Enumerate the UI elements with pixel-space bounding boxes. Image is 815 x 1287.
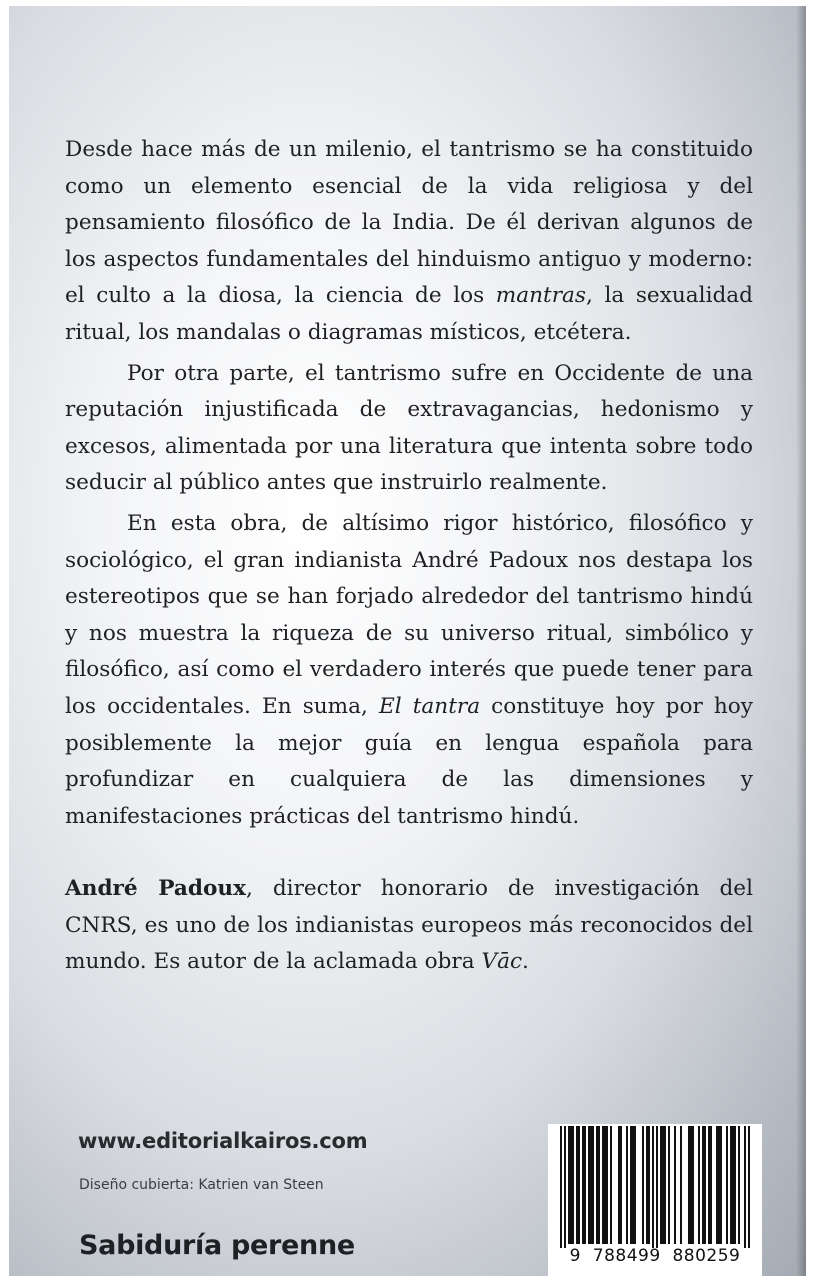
barcode-bar — [674, 1126, 676, 1244]
barcode-bar — [602, 1126, 604, 1244]
barcode-bar — [576, 1126, 578, 1244]
barcode-bar — [588, 1126, 590, 1244]
back-cover — [9, 6, 806, 1276]
isbn-number: 9 788499 880259 — [569, 1246, 741, 1266]
barcode-bar — [584, 1126, 586, 1244]
barcode-bar — [726, 1126, 728, 1244]
barcode-bar — [656, 1126, 658, 1248]
barcode-bar — [626, 1126, 628, 1244]
blurb-text — [65, 132, 753, 981]
barcode-bar — [560, 1126, 562, 1248]
barcode-bar — [582, 1126, 584, 1244]
barcode-bar — [652, 1126, 654, 1248]
blurb-paragraph-1: Desde hace más de un milenio, el tantrismo se ha constituido como un elemento esencial de la vida religiosa y del pensamiento filosófico de la India. De él derivan algunos de los aspectos fundamentales del hinduismo antiguo y moderno: el culto a la diosa, la ciencia de los mantras, la sexualidad ritual, los mandalas o diagramas místicos, etcétera. — [65, 137, 753, 345]
barcode-bars — [548, 1124, 762, 1248]
barcode-bar — [702, 1126, 704, 1244]
barcode-bar — [664, 1126, 666, 1244]
barcode-bar — [604, 1126, 606, 1244]
barcode-bar — [730, 1126, 732, 1244]
barcode-bar — [692, 1126, 694, 1244]
barcode-bar — [646, 1126, 648, 1244]
barcode-bar — [620, 1126, 622, 1244]
barcode-bar — [570, 1126, 572, 1244]
barcode-bar — [592, 1126, 594, 1244]
barcode-bar — [734, 1126, 736, 1244]
barcode-bar — [690, 1126, 692, 1244]
barcode-bar — [744, 1126, 746, 1248]
barcode — [548, 1124, 762, 1276]
barcode-bar — [668, 1126, 670, 1244]
barcode-bar — [642, 1126, 644, 1244]
barcode-bar — [596, 1126, 598, 1244]
barcode-bar — [704, 1126, 706, 1244]
barcode-bar — [618, 1126, 620, 1244]
blurb-paragraph-3: En esta obra, de altísimo rigor histórico, filosófico y sociológico, el gran indianista André Padoux nos destapa los estereotipos que se han forjado alrededor del tantrismo hindú y nos muestra la riqueza de su universo ritual, simbólico y filosófico, así como el verdadero interés que puede tener para los occidentales. En suma, El tantra constituye hoy por hoy posiblemente la mejor guía en lengua española para profundizar en cualquiera de las dimensiones y manifestaciones prácticas del tantrismo hindú. — [65, 510, 753, 829]
barcode-bar — [572, 1126, 574, 1244]
barcode-bar — [688, 1126, 690, 1244]
barcode-bar — [708, 1126, 710, 1244]
series-name: Sabiduría perenne — [79, 1230, 355, 1261]
barcode-bar — [716, 1126, 718, 1244]
barcode-bar — [634, 1126, 636, 1244]
barcode-bar — [710, 1126, 712, 1244]
barcode-bar — [578, 1126, 580, 1244]
barcode-bar — [720, 1126, 722, 1244]
barcode-bar — [748, 1126, 750, 1248]
barcode-bar — [632, 1126, 634, 1244]
barcode-bar — [660, 1126, 662, 1244]
barcode-bar — [610, 1126, 612, 1244]
author-bio: André Padoux, director honorario de investigación del CNRS, es uno de los indianistas europeos más reconocidos del mundo. Es autor de la aclamada obra Vāc. — [65, 876, 753, 975]
barcode-bar — [598, 1126, 600, 1244]
cover-design-credit: Diseño cubierta: Katrien van Steen — [79, 1177, 324, 1193]
barcode-bar — [738, 1126, 740, 1244]
barcode-bar — [662, 1126, 664, 1244]
barcode-bar — [698, 1126, 700, 1244]
barcode-bar — [630, 1126, 632, 1244]
barcode-bar — [568, 1126, 570, 1244]
blurb-paragraph-2: Por otra parte, el tantrismo sufre en Occidente de una reputación injustificada de extravagancias, hedonismo y excesos, alimentada por una literatura que intenta sobre todo seducir al público antes que instruirlo realmente. — [65, 360, 753, 496]
publisher-url: www.editorialkairos.com — [78, 1129, 368, 1153]
barcode-bar — [648, 1126, 650, 1244]
barcode-bar — [732, 1126, 734, 1244]
barcode-bar — [564, 1126, 566, 1248]
barcode-bar — [606, 1126, 608, 1244]
barcode-bar — [590, 1126, 592, 1244]
barcode-bar — [718, 1126, 720, 1244]
barcode-bar — [680, 1126, 682, 1244]
